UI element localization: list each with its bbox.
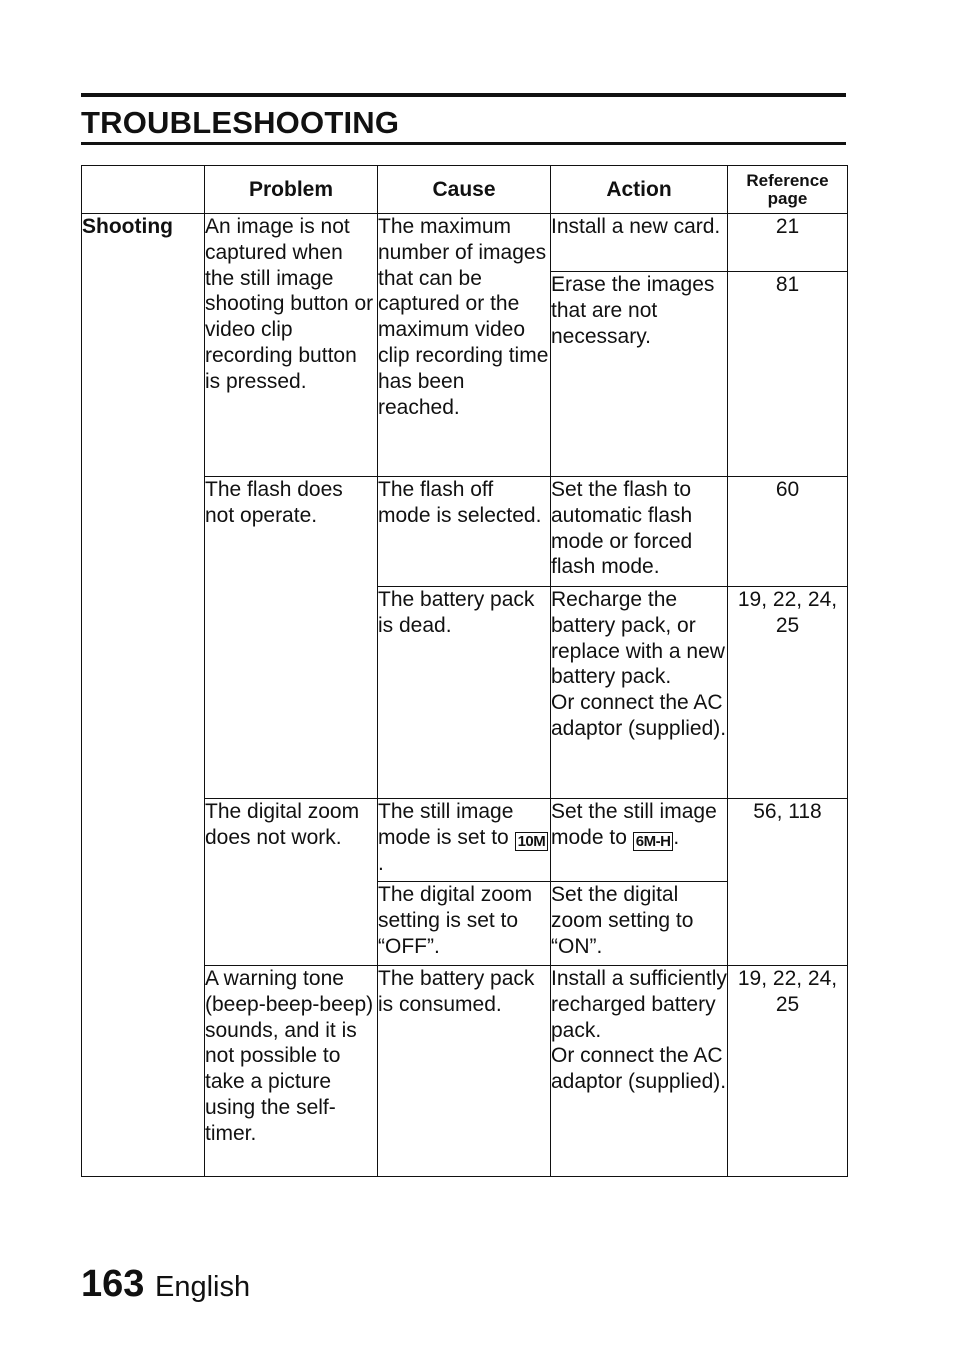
problem-cell: The flash does not operate.	[205, 477, 378, 799]
header-action: Action	[551, 166, 728, 214]
action-text: Install a sufficiently recharged battery pack.	[551, 967, 727, 1042]
header-reference: Reference page	[728, 166, 848, 214]
page-title: TROUBLESHOOTING	[81, 105, 400, 140]
action-text: Recharge the battery pack, or replace with a new battery pack.	[551, 588, 725, 689]
header-problem: Problem	[205, 166, 378, 214]
table-row	[82, 214, 848, 272]
reference-cell: 81	[728, 272, 848, 477]
problem-cell: A warning tone (beep-beep-beep) sounds, and it is not possible to take a picture using the self-timer.	[205, 966, 378, 1177]
action-cell	[551, 966, 728, 1177]
action-text-alt: Or connect the AC adaptor (supplied).	[551, 1044, 727, 1094]
action-cell: Set the flash to automatic flash mode or forced flash mode.	[551, 477, 728, 587]
action-text-alt: Or connect the AC adaptor (supplied).	[551, 691, 727, 740]
cause-cell	[378, 799, 551, 882]
header-cause: Cause	[378, 166, 551, 214]
page-language: English	[155, 1271, 251, 1303]
reference-cell: 21	[728, 214, 848, 272]
problem-cell: The digital zoom does not work.	[205, 799, 378, 966]
header-category	[82, 166, 205, 214]
header-row	[82, 166, 848, 214]
cause-text: The still image mode is set to	[378, 800, 514, 849]
image-mode-10m-icon: 10M	[515, 832, 549, 851]
reference-cell: 19, 22, 24, 25	[728, 966, 848, 1177]
action-cell: Erase the images that are not necessary.	[551, 272, 728, 477]
image-mode-6m-h-icon: 6M-H	[633, 832, 674, 851]
cause-cell: The battery pack is consumed.	[378, 966, 551, 1177]
action-cell: Set the digital zoom setting to “ON”.	[551, 882, 728, 966]
cause-text-end: .	[378, 851, 384, 875]
category-cell: Shooting	[82, 214, 205, 1177]
problem-cell: An image is not captured when the still image shooting button or video clip recording button is pressed.	[205, 214, 378, 477]
cause-cell: The digital zoom setting is set to “OFF”.	[378, 882, 551, 966]
page-number: 163	[81, 1263, 145, 1305]
reference-cell: 19, 22, 24, 25	[728, 587, 848, 799]
action-cell: Install a new card.	[551, 214, 728, 272]
action-text: Set the still image mode to	[551, 800, 717, 849]
troubleshooting-table	[81, 165, 848, 1177]
action-cell	[551, 799, 728, 882]
reference-cell: 56, 118	[728, 799, 848, 966]
action-text-end: .	[673, 825, 680, 849]
cause-cell: The maximum number of images that can be captured or the maximum video clip recording time has been reached.	[378, 214, 551, 477]
cause-cell: The battery pack is dead.	[378, 587, 551, 799]
title-bar	[81, 93, 846, 145]
cause-cell: The flash off mode is selected.	[378, 477, 551, 587]
reference-cell: 60	[728, 477, 848, 587]
action-cell	[551, 587, 728, 799]
